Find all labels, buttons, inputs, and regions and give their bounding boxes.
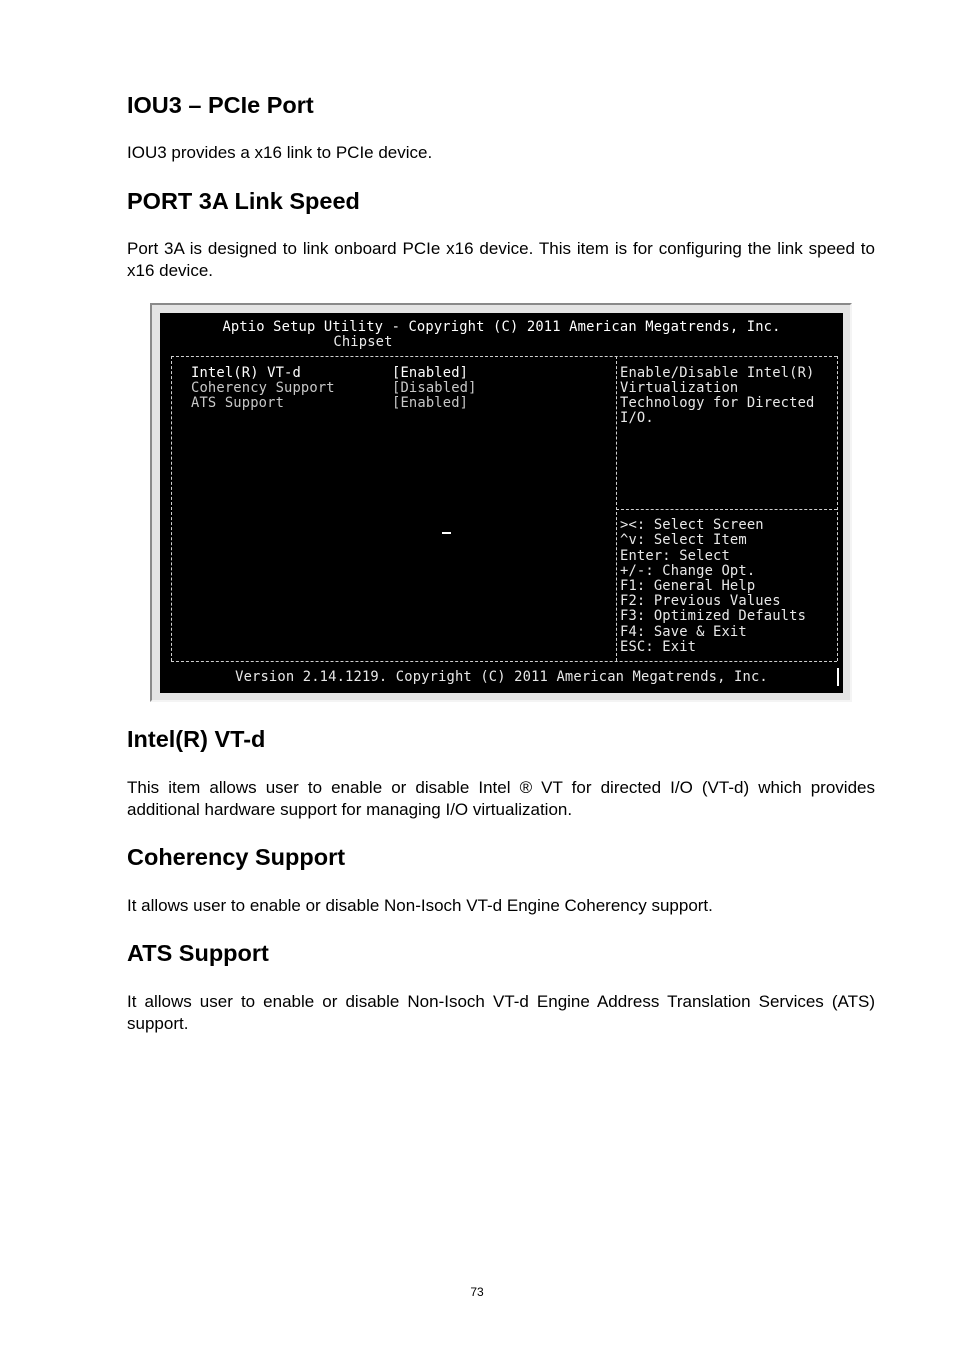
bios-key-hint: ^v: Select Item: [620, 532, 747, 548]
bios-help-line: Virtualization: [620, 380, 739, 396]
bios-title: Aptio Setup Utility - Copyright (C) 2011 American Megatrends, Inc.: [222, 319, 781, 335]
bios-item-label: Intel(R) VT-d: [191, 365, 301, 381]
bios-left-border: [171, 356, 172, 661]
paragraph-iou3: IOU3 provides a x16 link to PCIe device.: [127, 143, 433, 162]
bios-key-hint: ><: Select Screen: [620, 517, 764, 533]
paragraph-port3a: Port 3A is designed to link onboard PCIe x16 device. This item is for configuring the link speed to x16 device.: [127, 239, 875, 280]
bios-bottom-border: [171, 661, 837, 662]
bios-item-value: [Enabled]: [392, 365, 469, 381]
bios-top-border: [171, 356, 837, 357]
heading-coherency-support: Coherency Support: [127, 844, 346, 870]
bios-help-divider: [616, 509, 837, 510]
page-number: 73: [470, 1285, 484, 1299]
paragraph-vt-d: This item allows user to enable or disable Intel ® VT for directed I/O (VT-d) which provides additional hardware support for managing I/O virtualization.: [127, 778, 875, 819]
bios-help-line: Technology for Directed: [620, 395, 815, 411]
bios-help-line: Enable/Disable Intel(R): [620, 365, 815, 381]
bios-key-hint: F3: Optimized Defaults: [620, 608, 807, 624]
bios-text-cursor: [442, 532, 451, 534]
bios-key-hint: Enter: Select: [620, 548, 730, 564]
heading-ats-support: ATS Support: [127, 940, 269, 966]
bios-key-hint: F1: General Help: [620, 578, 756, 594]
heading-iou3-pcie-port: IOU3 – PCIe Port: [127, 92, 314, 118]
paragraph-ats: It allows user to enable or disable Non-Isoch VT-d Engine Address Translation Services (ATS) support.: [127, 992, 875, 1033]
paragraph-coherency: It allows user to enable or disable Non-Isoch VT-d Engine Coherency support.: [127, 896, 713, 915]
bios-key-hint: F4: Save & Exit: [620, 624, 747, 640]
bios-tab-chipset[interactable]: Chipset: [333, 334, 393, 350]
heading-port3a-link-speed: PORT 3A Link Speed: [127, 188, 360, 214]
bios-key-hint: F2: Previous Values: [620, 593, 781, 609]
heading-intel-vt-d: Intel(R) VT-d: [127, 726, 266, 752]
bios-help-line: I/O.: [620, 410, 654, 426]
bios-key-hint: ESC: Exit: [620, 639, 697, 655]
bios-key-hint: +/-: Change Opt.: [620, 563, 756, 579]
bios-right-border: [837, 356, 838, 661]
bios-item-label: Coherency Support: [191, 380, 335, 396]
bios-footer: Version 2.14.1219. Copyright (C) 2011 American Megatrends, Inc.: [235, 669, 768, 685]
bios-screen: [160, 313, 843, 693]
bios-item-value: [Enabled]: [392, 395, 469, 411]
bios-edge-marker: [837, 668, 839, 686]
bios-item-label: ATS Support: [191, 395, 285, 411]
bios-item-value: [Disabled]: [392, 380, 477, 396]
